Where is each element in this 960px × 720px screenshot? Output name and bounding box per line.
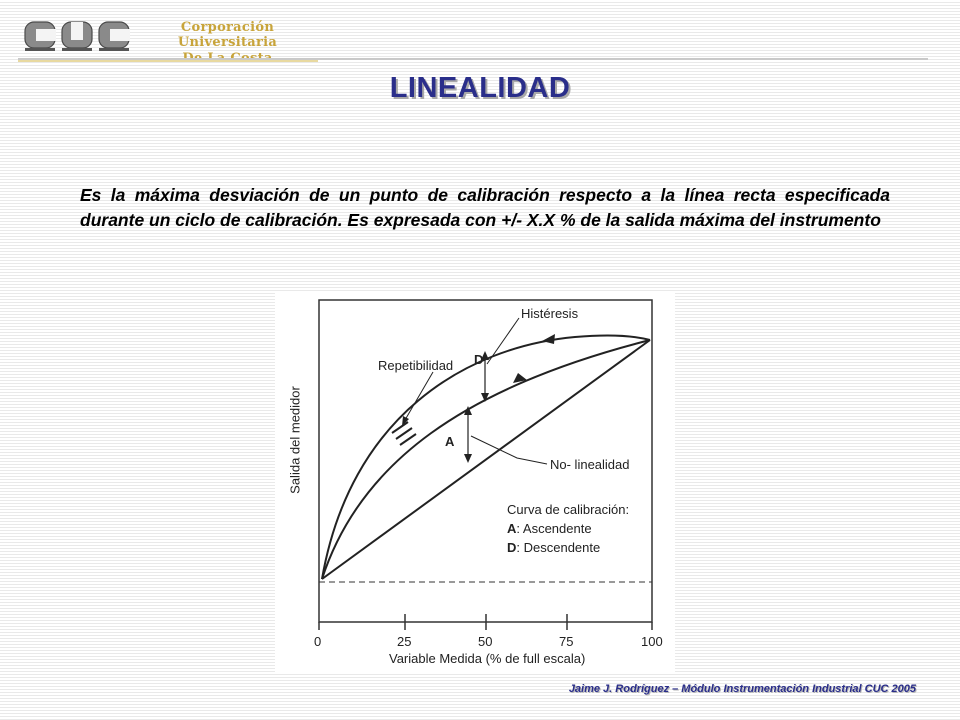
d-marker-label: D [474, 352, 484, 367]
a-marker-label: A [445, 434, 455, 449]
linearity-diagram [275, 292, 675, 672]
legend-d-key: D [507, 540, 517, 555]
legend-d-text: : Descendente [516, 540, 601, 555]
x-tick-0: 0 [314, 634, 322, 649]
footer-credit: Jaime J. Rodríguez – Módulo Instrumentación Industrial CUC 2005 [568, 683, 916, 695]
y-axis-label: Salida del medidor [287, 386, 303, 494]
repeatability-marks [392, 422, 416, 445]
x-tick-75: 75 [559, 634, 574, 649]
hysteresis-leader [487, 318, 519, 364]
nonlinearity-leader [471, 436, 547, 464]
definition-text: Es la máxima desviación de un punto de calibración respecto a la línea recta especificada durante un ciclo de calibración. Es expresada con +/- X.X % de la salida máxima del instrumento [80, 185, 890, 230]
x-tick-25: 25 [397, 634, 412, 649]
nonlinearity-arrow-bottom [464, 454, 472, 463]
repetibilidad-label: Repetibilidad [378, 358, 454, 373]
header-divider-accent [18, 60, 318, 62]
no-linealidad-label: No- linealidad [550, 457, 630, 472]
diagram-svg [275, 292, 675, 672]
repeatability-leader [405, 372, 433, 420]
legend-a-key: A [507, 521, 517, 536]
x-tick-50: 50 [478, 634, 493, 649]
legend-title: Curva de calibración: [507, 502, 630, 517]
legend-descending [507, 540, 600, 556]
legend-a-text: : Ascendente [516, 521, 592, 536]
legend-ascending [507, 521, 592, 537]
descending-arrowhead [542, 334, 555, 344]
slide-title: LINEALIDAD [389, 72, 571, 104]
x-axis-label: Variable Medida (% de full escala) [389, 651, 586, 666]
x-tick-100: 100 [641, 634, 663, 649]
cuc-logo [22, 14, 134, 54]
org-name-line1: Corporación Universitaria [177, 20, 278, 50]
histeresis-label: Histéresis [521, 306, 579, 321]
